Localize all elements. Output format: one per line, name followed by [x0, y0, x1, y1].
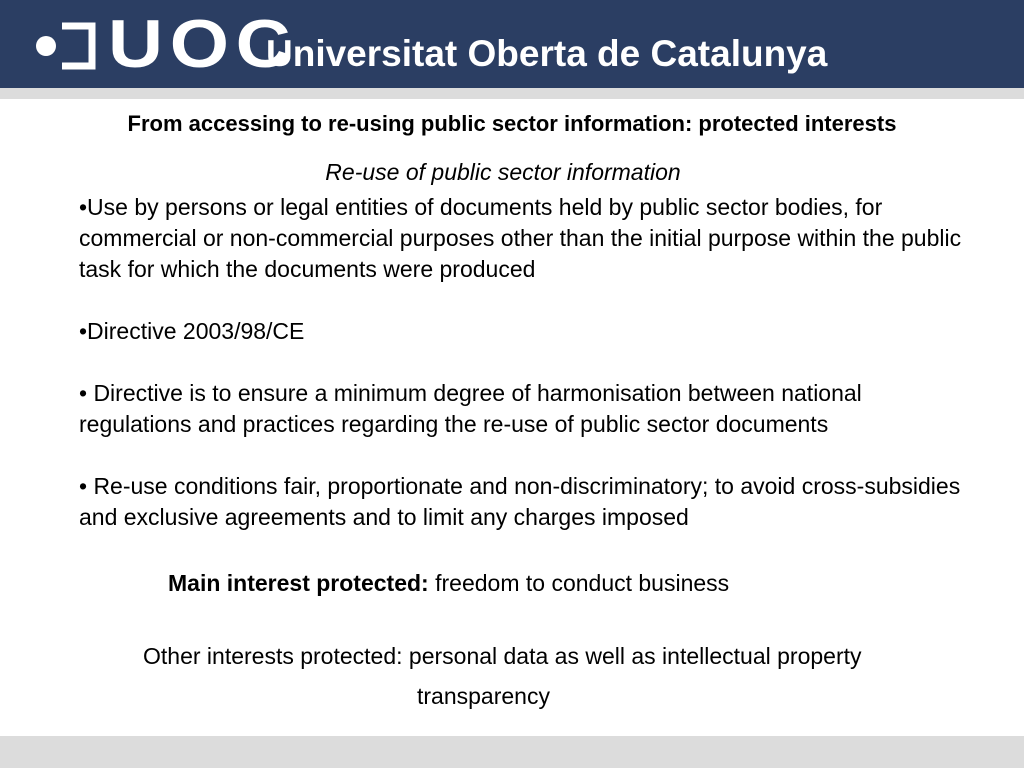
logo-abbreviation: UOC	[108, 6, 298, 82]
footer-bar	[0, 736, 1024, 768]
bullet-item: •Directive 2003/98/CE	[79, 318, 305, 344]
slide-subtitle: Re-use of public sector information	[325, 159, 681, 185]
transparency-line: transparency	[417, 683, 550, 709]
header-divider	[0, 88, 1024, 99]
slide-title: From accessing to re-using public sector information: protected interests	[127, 111, 897, 136]
main-interest-line	[168, 568, 729, 598]
bullet-item: • Re-use conditions fair, proportionate and non-discriminatory; to avoid cross-subsidies and exclusive agreements and to limit any charges imposed	[79, 473, 961, 530]
header-banner	[0, 0, 1024, 88]
bullet-item: • Directive is to ensure a minimum degree of harmonisation between national regulations and practices regarding the re-use of public sector documents	[79, 380, 862, 437]
bullet-list	[79, 192, 969, 564]
main-interest-label: Main interest protected:	[168, 570, 429, 596]
uoc-logo-icon	[32, 22, 96, 70]
other-interests-line: Other interests protected: personal data as well as intellectual property	[143, 643, 862, 669]
university-name: Universitat Oberta de Catalunya	[266, 33, 828, 74]
bullet-item: •Use by persons or legal entities of documents held by public sector bodies, for commercial or non-commercial purposes other than the initial purpose within the public task for which the documents were produced	[79, 194, 962, 282]
main-interest-value: freedom to conduct business	[428, 570, 730, 596]
